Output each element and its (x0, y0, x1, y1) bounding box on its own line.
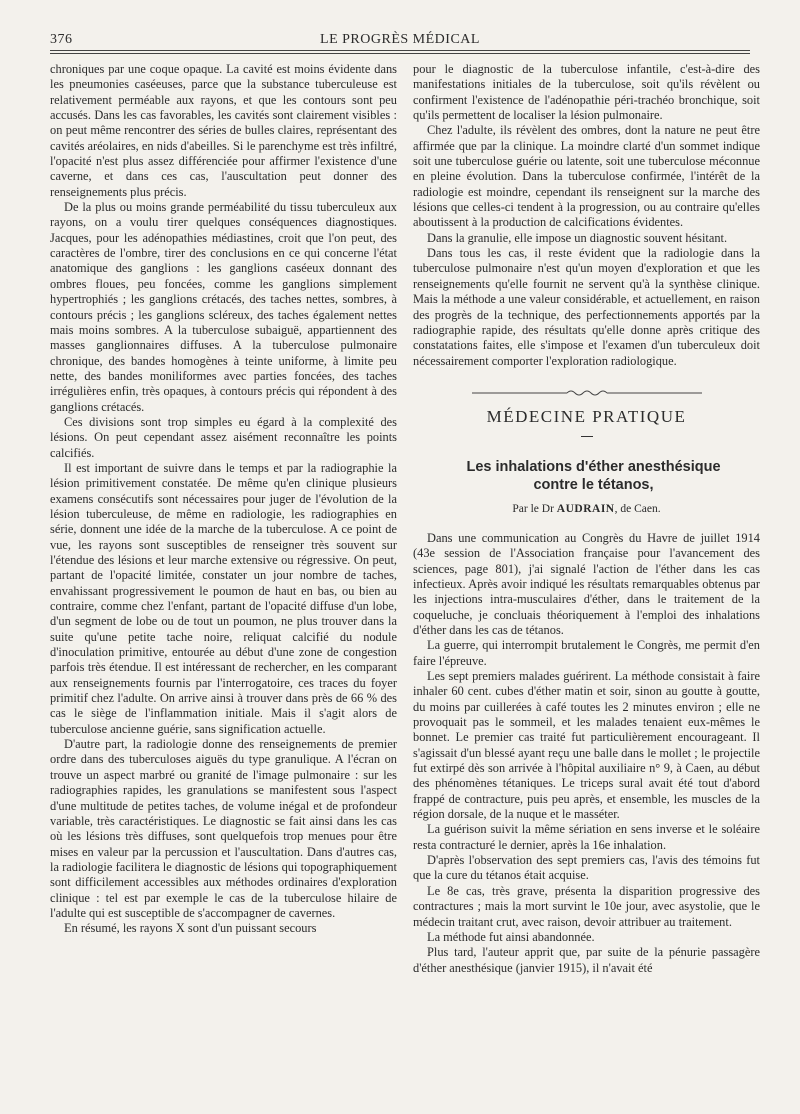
paragraph: La guérison suivit la même sériation en sens inverse et le soléaire resta contracturé le dernier, après la 16e inhalation. (413, 822, 760, 852)
paragraph: pour le diagnostic de la tuberculose infantile, c'est-à-dire des manifestations initiales de la tuberculose, soit qu'ils révèlent ou confirment l'existence de l'adénopathie péri-trachéo bronchique, soit qu'ils permettent de localiser la lésion pulmonaire. (413, 62, 760, 123)
page-header (50, 30, 750, 52)
paragraph: Dans tous les cas, il reste évident que la radiologie dans la tuberculose pulmonaire n'est qu'un moyen d'exploration et que les renseignements qu'elle fournit ne servent qu'à la synthèse clinique. Mais la méthode a une valeur considérable, et actuellement, en raison des progrès de la technique, des perfectionnements apportés par la radiographie rapide, des résultats qu'elle donne après critique des constatations faites, elle s'impose et l'examen d'un tuberculeux doit nécessairement comporter l'exploration radiologique. (413, 246, 760, 368)
paragraph: Le 8e cas, très grave, présenta la disparition progressive des contractures ; mais la mort survint le 10e jour, avec asystolie, que le médecin traitant crut, avec raison, devoir attribuer au traitement. (413, 883, 760, 929)
paragraph: La méthode fut ainsi abandonnée. (427, 929, 595, 944)
byline-prefix: Par le Dr (512, 502, 554, 515)
paragraph: D'après l'observation des sept premiers cas, l'avis des témoins fut que la cure du tétanos était acquise. (413, 853, 760, 883)
left-column (50, 62, 397, 937)
paragraph: En résumé, les rayons X sont d'un puissant secours (64, 921, 317, 936)
paragraph: Il est important de suivre dans le temps et par la radiographie la lésion primitivement constatée. De même qu'en clinique plusieurs examens consécutifs sont nécessaires pour juger de l'évolution de la lésion tuberculeuse, de même en radiologie, les radiographies en série, donnent une idée de la marche de la tuberculose. A ce point de vue, les rayons sont susceptibles de renseigner très souvent sur l'étendue des lésions et leur marche extensive ou régressive. On peut, partant de l'opacité limitée, constater un jour nombre de taches, envahissant progressivement le poumon de haut en bas, ou bien au contraire, comme chez l'enfant, partant de l'opacité diffuse d'un lobe, d'un segment de lobe ou de tout un poumon, ne plus trouver dans la suite qu'une petite tache noire, reliquat calcifié du nodule d'inoculation primitive, entourée au début d'une zone de congestion parfois très étendue. Il est intéressant de rechercher, en les comparant aux renseignements fournis par l'interrogatoire, ces traces du foyer primitif chez l'adulte. On arrive ainsi à trouver dans près de 66 % des cas le siège de l'inflammation initiale. Mais il s'agit alors de tuberculose ancienne guérie, sans signification actuelle. (50, 460, 397, 736)
section-heading: MÉDECINE PRATIQUE (486, 406, 687, 426)
journal-title: LE PROGRÈS MÉDICAL (320, 32, 480, 47)
byline-suffix: , de Caen. (614, 502, 661, 515)
paragraph: chroniques par une coque opaque. La cavité est moins évidente dans les pneumonies caséeuses, parce que la substance tuberculeuse est relativement perméable aux rayons, et que les contours sont peu accusés. Dans les cas favorables, les cavités sont clairement visibles : on peut même rencontrer des séries de bulles claires, représentant des cavités aréolaires, en nids d'abeilles. Si le parenchyme est très infiltré, l'opacité n'est plus assez différenciée pour affirmer l'existence d'une caverne, et dans ces cas, l'auscultation peut donner des renseignements plus précis. (50, 62, 397, 199)
article-title-line-2: contre le tétanos, (533, 476, 654, 493)
author-name: AUDRAIN (556, 502, 615, 515)
paragraph: De la plus ou moins grande perméabilité du tissu tuberculeux aux rayons, on a voulu tirer quelques conséquences diagnostiques. Jacques, pour les adénopathies médiastines, croit que l'on peut, des caractères de l'ombre, tirer des conclusions en ce qui concerne l'état anatomique des ganglions : les ganglions caséeux donnant des ombres floues, peu foncées, comme les ganglions simplement hypertrophiés ; les ganglions crétacés, des taches nettes, sombres, à contours précis ; les ganglions scléreux, des taches également nettes mais moins sombres. A la tuberculose subaiguë, appartiennent des masses ganglionnaires diffuses. A la tuberculose pulmonaire chronique, des bandes homogènes à teinte uniforme, à limite peu nette, des bandes moniliformes avec parties foncées, des taches irrégulières enfin, très opaques, à contours précis qui répondent à des ganglions crétacés. (50, 200, 397, 414)
article-byline (413, 502, 760, 517)
page-number: 376 (50, 32, 73, 47)
header-rule-double (50, 53, 750, 54)
header-rule (50, 50, 750, 51)
paragraph: Plus tard, l'auteur apprit que, par suite de la pénurie passagère d'éther anesthésique (janvier 1915), il n'avait été (413, 945, 760, 975)
paragraph: La guerre, qui interrompit brutalement le Congrès, me permit d'en faire l'épreuve. (413, 638, 760, 668)
heading-dash (413, 428, 760, 443)
section-ornament (413, 387, 760, 399)
right-column (413, 62, 760, 976)
article-title-line-1: Les inhalations d'éther anesthésique (466, 458, 721, 475)
paragraph: Chez l'adulte, ils révèlent des ombres, dont la nature ne peut être affirmée que par la clinique. La moindre clarté d'un sommet indique soit une tuberculose guérie ou latente, soit une tuberculose méconnue en pleine évolution. Dans la tuberculose confirmée, l'intérêt de la radiologie est moindre, cependant ils renseignent sur la marche des lésions que celles-ci tendent à la progression, ou au contraire qu'elles aboutissent à la production de calcifications évidentes. (413, 123, 760, 230)
paragraph: Les sept premiers malades guérirent. La méthode consistait à faire inhaler 60 cent. cubes d'éther matin et soir, sinon au goutte à goutte, du moins par cuillerées à café toutes les 2 minutes environ ; elle ne provoquait pas le sommeil, et les malades tenaient eux-mêmes le bonnet. Le premier cas traité fut particulièrement encourageant. Il s'agissait d'un blessé ayant reçu une balle dans le mollet ; le projectile fut extirpé dès son arrivée à l'hôpital auxiliaire n° 9, à Caen, au début des phénomènes tétaniques. Le triceps sural avait été tout d'abord frappé de contracture, puis peu après, et ensemble, les muscles de la région dorsale, de la nuque et le masséter. (413, 669, 760, 822)
paragraph: Dans la granulie, elle impose un diagnostic souvent hésitant. (427, 230, 728, 245)
paragraph: Ces divisions sont trop simples eu égard à la complexité des lésions. On peut cependant assez aisément reconnaître les points calcifiés. (50, 414, 397, 460)
paragraph: D'autre part, la radiologie donne des renseignements de premier ordre dans des tuberculoses aiguës du type granulique. A l'écran on trouve un aspect marbré ou granité de l'image pulmonaire : sur les radiographies rapides, les granulations se manifestent sous l'aspect d'une multitude de petites taches, de volume inégal et de profondeur variable, très caractéristiques. Le diagnostic se fait ainsi dans les cas où les lésions très diffuses, sont quelquefois trop menues pour être mises en valeur par la percussion et l'auscultation. Dans d'autres cas, la radiologie facilitera le diagnostic de lésions qui topographiquement sont difficilement accessibles aux méthodes ordinaires d'exploration clinique : tel est par exemple le cas de la tuberculose hilaire de l'adulte qui est susceptible de s'accompagner de cavernes. (50, 737, 397, 920)
paragraph: Dans une communication au Congrès du Havre de juillet 1914 (43e session de l'Association française pour l'avancement des sciences, page 801), j'ai signalé l'action de l'éther dans les cas infectieux. Après avoir indiqué les résultats remarquables obtenus par les injections intra-musculaires d'éther, dans le traitement de la coqueluche, je concluais théoriquement à l'emploi des inhalations d'éther dans les cas de tétanos. (413, 530, 760, 637)
